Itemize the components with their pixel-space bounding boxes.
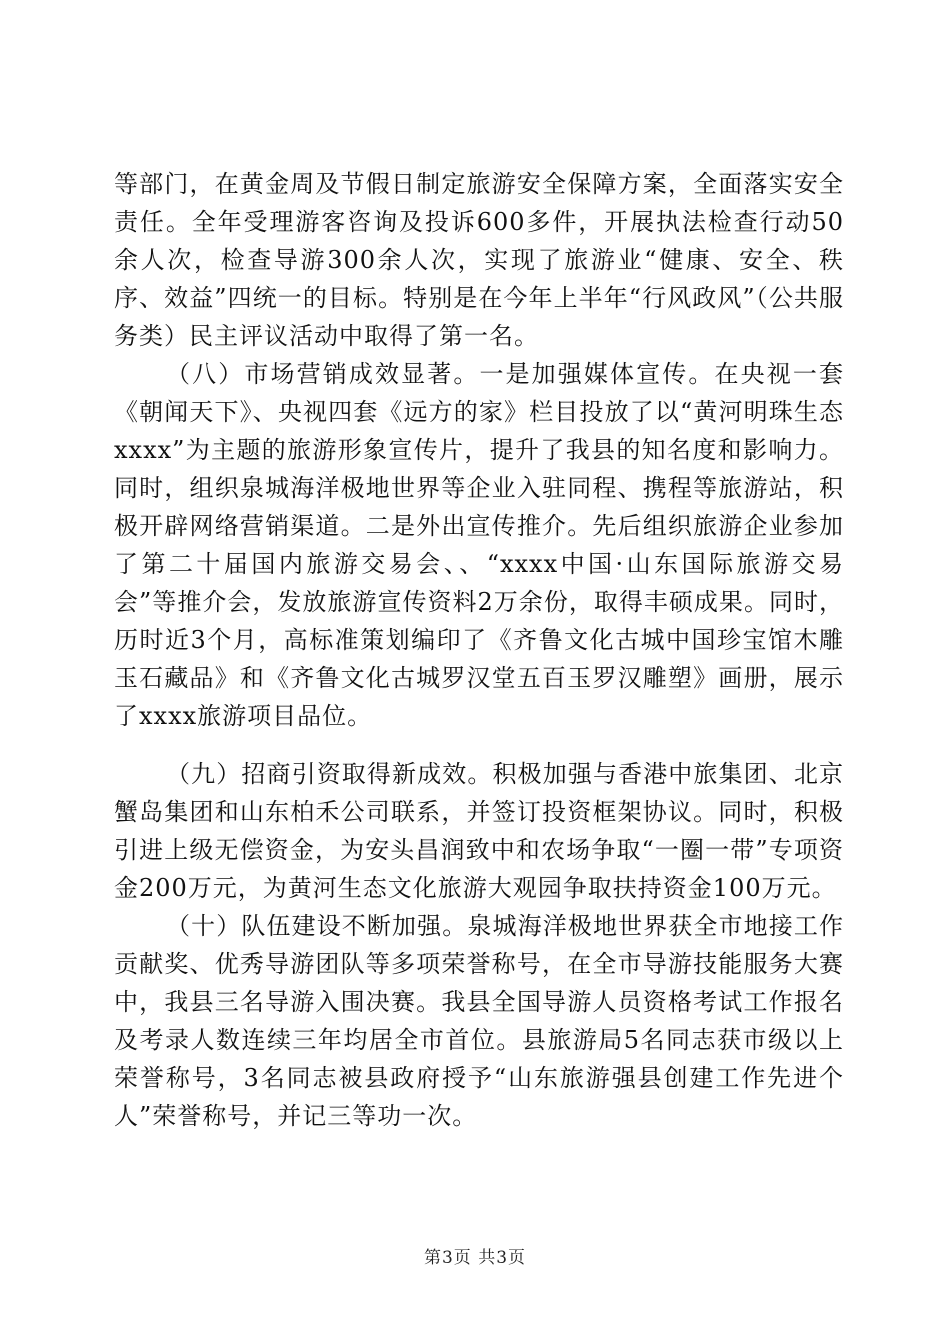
page-number-footer: 第3页 共3页 [423,1248,527,1268]
paragraph-investment: （九）招商引资取得新成效。积极加强与香港中旅集团、北京蟹岛集团和山东柏禾公司联系，并签订投资框架协议。同时，积极引进上级无偿资金，为安头昌润致中和农场争取“一圈一带”专项资金200万元，为黄河生态文化旅游大观园争取扶持资金100万元。 [114,760,844,902]
paragraph-safety: 等部门，在黄金周及节假日制定旅游安全保障方案，全面落实安全责任。全年受理游客咨询及投诉600多件，开展执法检查行动50余人次，检查导游300余人次，实现了旅游业“健康、安全、秩序、效益”四统一的目标。特别是在今年上半年“行风政风”（公共服务类）民主评议活动中取得了第一名。 [114,170,844,350]
paragraph-marketing: （八）市场营销成效显著。一是加强媒体宣传。在央视一套《朝闻天下》、央视四套《远方的家》栏目投放了以“黄河明珠生态xxxx”为主题的旅游形象宣传片，提升了我县的知名度和影响力。同时，组织泉城海洋极地世界等企业入驻同程、携程等旅游站，积极开辟网络营销渠道。二是外出宣传推介。先后组织旅游企业参加了第二十届国内旅游交易会、、“xxxx中国·山东国际旅游交易会”等推介会，发放旅游宣传资料2万余份，取得丰硕成果。同时，历时近3个月，高标准策划编印了《齐鲁文化古城中国珍宝馆木雕玉石藏品》和《齐鲁文化古城罗汉堂五百玉罗汉雕塑》画册，展示了xxxx旅游项目品位。 [114,360,844,730]
paragraph-team-building: （十）队伍建设不断加强。泉城海洋极地世界获全市地接工作贡献奖、优秀导游团队等多项荣誉称号，在全市导游技能服务大赛中，我县三名导游入围决赛。我县全国导游人员资格考试工作报名及考录人数连续三年均居全市首位。县旅游局5名同志获市级以上荣誉称号，3名同志被县政府授予“山东旅游强县创建工作先进个人”荣誉称号，并记三等功一次。 [114,912,844,1130]
document-body [114,165,844,1135]
